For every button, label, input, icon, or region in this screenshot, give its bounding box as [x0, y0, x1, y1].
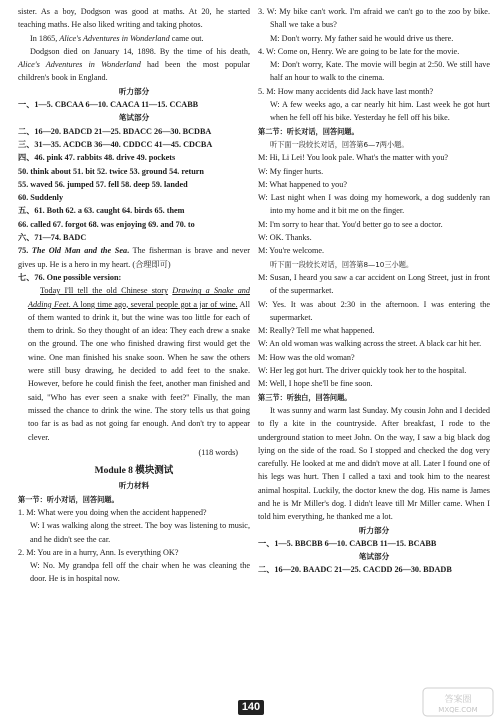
answer-line: 六、71—74. BADC	[18, 233, 87, 243]
answer-line: 75. The Old Man and the Sea. The fisherman is brave and never gives up. He is a hero in my heart. (合理即可)	[18, 246, 251, 269]
dialogue-line: M: Don't worry, Kate. The movie will begin at 2:50. We still have half an hour to walk to the cinema.	[270, 60, 490, 83]
answer-line: 五、61. Both 62. a 63. caught 64. birds 65. them	[18, 206, 185, 216]
answer-line: 60. Suddenly	[18, 193, 64, 203]
dialogue-line: 4. W: Come on, Henry. We are going to be late for the movie.	[258, 46, 460, 56]
dialogue-line: 2. M: You are in a hurry, Ann. Is everything OK?	[18, 547, 179, 557]
answer-line: 七、76. One possible version:	[18, 272, 122, 282]
sample-essay: Today I'll tell the old Chinese story Drawing a Snake and Adding Feet. A long time ago, several people got a jar of wine. All of them wanted to drink it, but the wine was too little for each of them to drink. So they thought of an idea: They each drew a snake on the ground. The one who finished drawing first would get the wine. One man finished his snake soon. When he saw the others were still busy drawing, he decided to add feet to the snake. However, before he could finish the feet, another man finished and said, "Who has ever seen a snake with feet?" Finally, the man missed the chance to drink the wine. The story tells us that going too far is as bad as not going far enough. And don't try to appear clever.	[28, 286, 250, 442]
dialogue-line: W: Her leg got hurt. The driver quickly took her to the hospital.	[258, 366, 467, 376]
dialogue-line: W: An old woman was walking across the street. A black car hit her.	[258, 339, 482, 349]
dialogue-line: M: Really? Tell me what happened.	[258, 326, 375, 336]
paragraph: In 1865, Alice's Adventures in Wonderland came out.	[30, 33, 204, 43]
answer-line: 一、1—5. BBCBB 6—10. CABCB 11—15. BCABB	[258, 538, 437, 548]
answer-line: 66. called 67. forgot 68. was enjoying 69. and 70. to	[18, 219, 195, 229]
dialogue-line: M: Susan, I heard you saw a car accident on Long Street, just in front of the supermarket.	[258, 272, 490, 296]
answer-line: 二、16—20. BAADC 21—25. CACDD 26—30. BDADB	[258, 565, 452, 575]
dialogue-line: W: Last night when I was doing my homework, a dog suddenly ran into my home and it bit me on the finger.	[258, 193, 490, 216]
dialogue-line: 1. M: What were you doing when the accident happened?	[18, 507, 207, 517]
page-number: 140	[238, 700, 264, 715]
section-heading: 听力材料	[118, 481, 150, 491]
answer-line: 四、46. pink 47. rabbits 48. drive 49. pockets	[18, 153, 176, 163]
module-title: Module 8 模块测试	[94, 466, 174, 477]
dialogue-line: M: I'm sorry to hear that. You'd better go to see a doctor.	[258, 219, 443, 229]
dialogue-line: W: No. My grandpa fell off the chair when he was cleaning the door. He is in hospital now.	[30, 561, 250, 584]
instruction: 听下面一段较长对话，回答第6—7两小题。	[270, 139, 409, 149]
dialogue-line: M: What happened to you?	[258, 179, 347, 189]
dialogue-line: W: Yes. It was about 2:30 in the afternoon. I was entering the supermarket.	[258, 299, 490, 322]
instruction: 听下面一段较长对话，回答第8—10三小题。	[270, 259, 414, 269]
dialogue-line: W: OK. Thanks.	[258, 233, 312, 243]
answer-line: 一、1—5. CBCAA 6—10. CAACA 11—15. CCABB	[18, 100, 199, 110]
dialogue-line: 3. W: My bike can't work. I'm afraid we can't go to the zoo by bike. Shall we take a bus?	[258, 7, 490, 30]
dialogue-line: M: How was the old woman?	[258, 352, 355, 362]
dialogue-line: M: Hi, Li Lei! You look pale. What's the matter with you?	[258, 153, 449, 163]
dialogue-line: M: You're welcome.	[258, 246, 325, 256]
svg-text:MXQE.COM: MXQE.COM	[438, 706, 478, 714]
paragraph: Dodgson died on January 14, 1898. By the time of his death, Alice's Adventures in Wonderland had been the most popular children's book in England.	[18, 46, 250, 83]
answer-line: 三、31—35. ACDCB 36—40. CDDCC 41—45. CDCBA	[18, 139, 213, 149]
paragraph: sister. As a boy, Dodgson was good at maths. At 20, he started teaching maths. He also liked writing and taking photos.	[18, 7, 250, 30]
answer-line: 二、16—20. BADCD 21—25. BDACC 26—30. BCDBA	[18, 126, 212, 136]
dialogue-line: M: Well, I hope she'll be fine soon.	[258, 379, 373, 389]
answer-line: 55. waved 56. jumped 57. fell 58. deep 59. landed	[18, 179, 188, 189]
dialogue-line: M: Don't worry. My father said he would drive us there.	[270, 33, 454, 43]
dialogue-line: W: A few weeks ago, a car nearly hit him. Last week he got hurt when he fell off his bike. Yesterday he fell off his bike.	[270, 100, 490, 123]
dialogue-line: W: My finger hurts.	[258, 166, 324, 176]
section-heading: 笔试部分	[118, 113, 150, 123]
right-column	[258, 5, 490, 577]
dialogue-line: W: I was walking along the street. The boy was listening to music, and he didn't see the car.	[30, 521, 250, 544]
part-heading: 第一节：听小对话，回答问题。	[18, 494, 119, 504]
section-heading: 听力部分	[118, 86, 150, 96]
svg-text:答案圈: 答案圈	[444, 695, 472, 705]
answer-line: 50. think about 51. bit 52. twice 53. ground 54. return	[18, 166, 204, 176]
section-heading: 听力部分	[358, 525, 390, 535]
dialogue-line: 5. M: How many accidents did Jack have last month?	[258, 86, 434, 96]
part-heading: 第三节：听独白，回答问题。	[258, 392, 352, 402]
watermark-logo	[422, 687, 494, 717]
monologue: It was sunny and warm last Sunday. My cousin John and I decided to fly a kite in the countryside. After breakfast, I rode to the underground station to meet John. On the way, I saw a big black dog lying on the side of the road. So I stopped and checked the dog very carefully. He looked at me and didn't move at all. Later I found one of his legs was hurt. Then I called a taxi and took him to the nearest animal hospital. Luckily, the doctor knew the dog. His name is James and he is Mr Miller's dog. I didn't leave till Mr Miller came. When I told him everything, he thanked me a lot.	[258, 405, 490, 522]
section-heading: 笔试部分	[358, 552, 390, 562]
word-count: (118 words)	[198, 447, 238, 457]
left-column	[18, 5, 250, 586]
part-heading: 第二节：听长对话，回答问题。	[258, 126, 359, 136]
